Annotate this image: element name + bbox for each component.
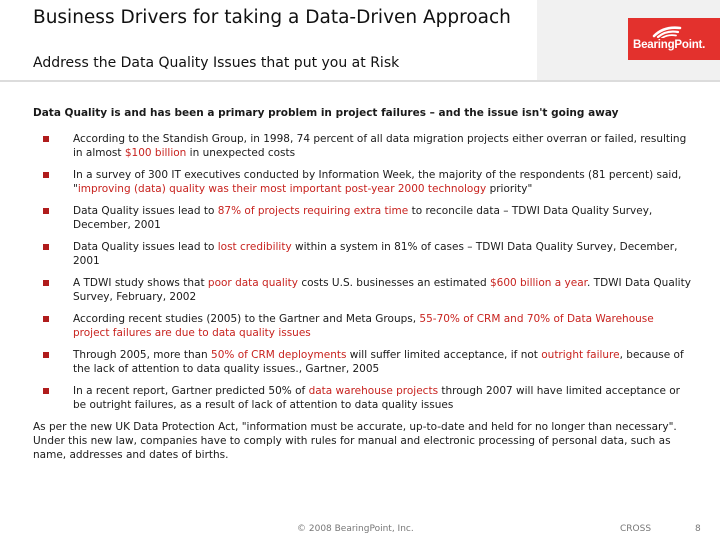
bullet-text: Data Quality issues lead to — [73, 205, 218, 217]
bullet-text: through 2007 will have limited acceptance or be outright failures, as a result of lack of attention to data quality issues — [73, 385, 680, 411]
statistics-list — [33, 132, 693, 412]
bullet-text: within a system in 81% of cases – TDWI Data Quality Survey, December, 2001 — [73, 241, 678, 267]
highlighted-text: improving (data) quality was their most important post-year 2000 technology — [77, 183, 487, 195]
slide-body — [33, 106, 693, 462]
header-divider — [0, 80, 720, 82]
slide-title: Business Drivers for taking a Data-Driven Approach — [33, 7, 511, 28]
highlighted-text: $100 billion — [124, 147, 187, 159]
bullet-text: Data Quality issues lead to — [73, 241, 218, 253]
bullet-square-icon — [43, 136, 49, 142]
highlighted-text: poor data quality — [207, 277, 298, 289]
intro-statement: Data Quality is and has been a primary problem in project failures – and the issue isn't going away — [33, 107, 619, 119]
logo-wordmark: BearingPoint. — [633, 39, 706, 51]
list-item — [33, 168, 693, 196]
bullet-square-icon — [43, 244, 49, 250]
bullet-text: in unexpected costs — [186, 147, 296, 159]
bullet-text: According recent studies (2005) to the Gartner and Meta Groups, — [73, 313, 420, 325]
bullet-text: will suffer limited acceptance, if not — [346, 349, 542, 361]
bullet-text: to reconcile data – TDWI Data Quality Survey, December, 2001 — [73, 205, 653, 231]
highlighted-text: outright failure — [541, 349, 620, 361]
bullet-square-icon — [43, 352, 49, 358]
bullet-text: costs U.S. businesses an estimated — [297, 277, 490, 289]
bullet-text: priority" — [486, 183, 533, 195]
highlighted-text: lost credibility — [217, 241, 292, 253]
bullet-text: A TDWI study shows that — [73, 277, 208, 289]
bullet-square-icon — [43, 388, 49, 394]
bullet-square-icon — [43, 316, 49, 322]
bullet-square-icon — [43, 280, 49, 286]
bullet-text: Through 2005, more than — [73, 349, 212, 361]
slide-subtitle: Address the Data Quality Issues that put you at Risk — [33, 55, 400, 71]
list-item — [33, 384, 693, 412]
logo-arcs-icon — [650, 22, 686, 38]
slide-header — [0, 0, 720, 80]
list-item — [33, 348, 693, 376]
highlighted-text: 50% of CRM deployments — [211, 349, 347, 361]
page-number: 8 — [695, 524, 701, 534]
bullet-text: In a recent report, Gartner predicted 50% of — [73, 385, 309, 397]
bullet-text: According to the Standish Group, in 1998, 74 percent of all data migration projects either overran or failed, resulting in almost — [73, 133, 687, 159]
list-item — [33, 240, 693, 268]
highlighted-text: 55-70% of CRM and 70% of Data Warehouse project failures are due to data quality issues — [73, 313, 654, 339]
slide-footer — [0, 520, 720, 540]
highlighted-text: data warehouse projects — [308, 385, 439, 397]
list-item — [33, 312, 693, 340]
bullet-text: . TDWI Data Quality Survey, February, 2002 — [73, 277, 691, 303]
highlighted-text: $600 billion a year — [489, 277, 587, 289]
bullet-square-icon — [43, 172, 49, 178]
bullet-square-icon — [43, 208, 49, 214]
list-item — [33, 132, 693, 160]
bullet-text: In a survey of 300 IT executives conducted by Information Week, the majority of the respondents (81 percent) said, " — [73, 169, 682, 195]
footer-label: CROSS — [620, 524, 652, 534]
list-item — [33, 204, 693, 232]
bearingpoint-logo — [628, 18, 720, 60]
copyright-notice: © 2008 BearingPoint, Inc. — [297, 524, 414, 534]
list-item — [33, 276, 693, 304]
bullet-text: , because of the lack of attention to data quality issues., Gartner, 2005 — [73, 349, 684, 375]
closing-paragraph: As per the new UK Data Protection Act, "information must be accurate, up-to-date and held for no longer than necessary". Under this new law, companies have to comply with rules for manual and electronic processing of personal data, such as name, addresses and dates of births. — [33, 421, 677, 461]
highlighted-text: 87% of projects requiring extra time — [217, 205, 409, 217]
